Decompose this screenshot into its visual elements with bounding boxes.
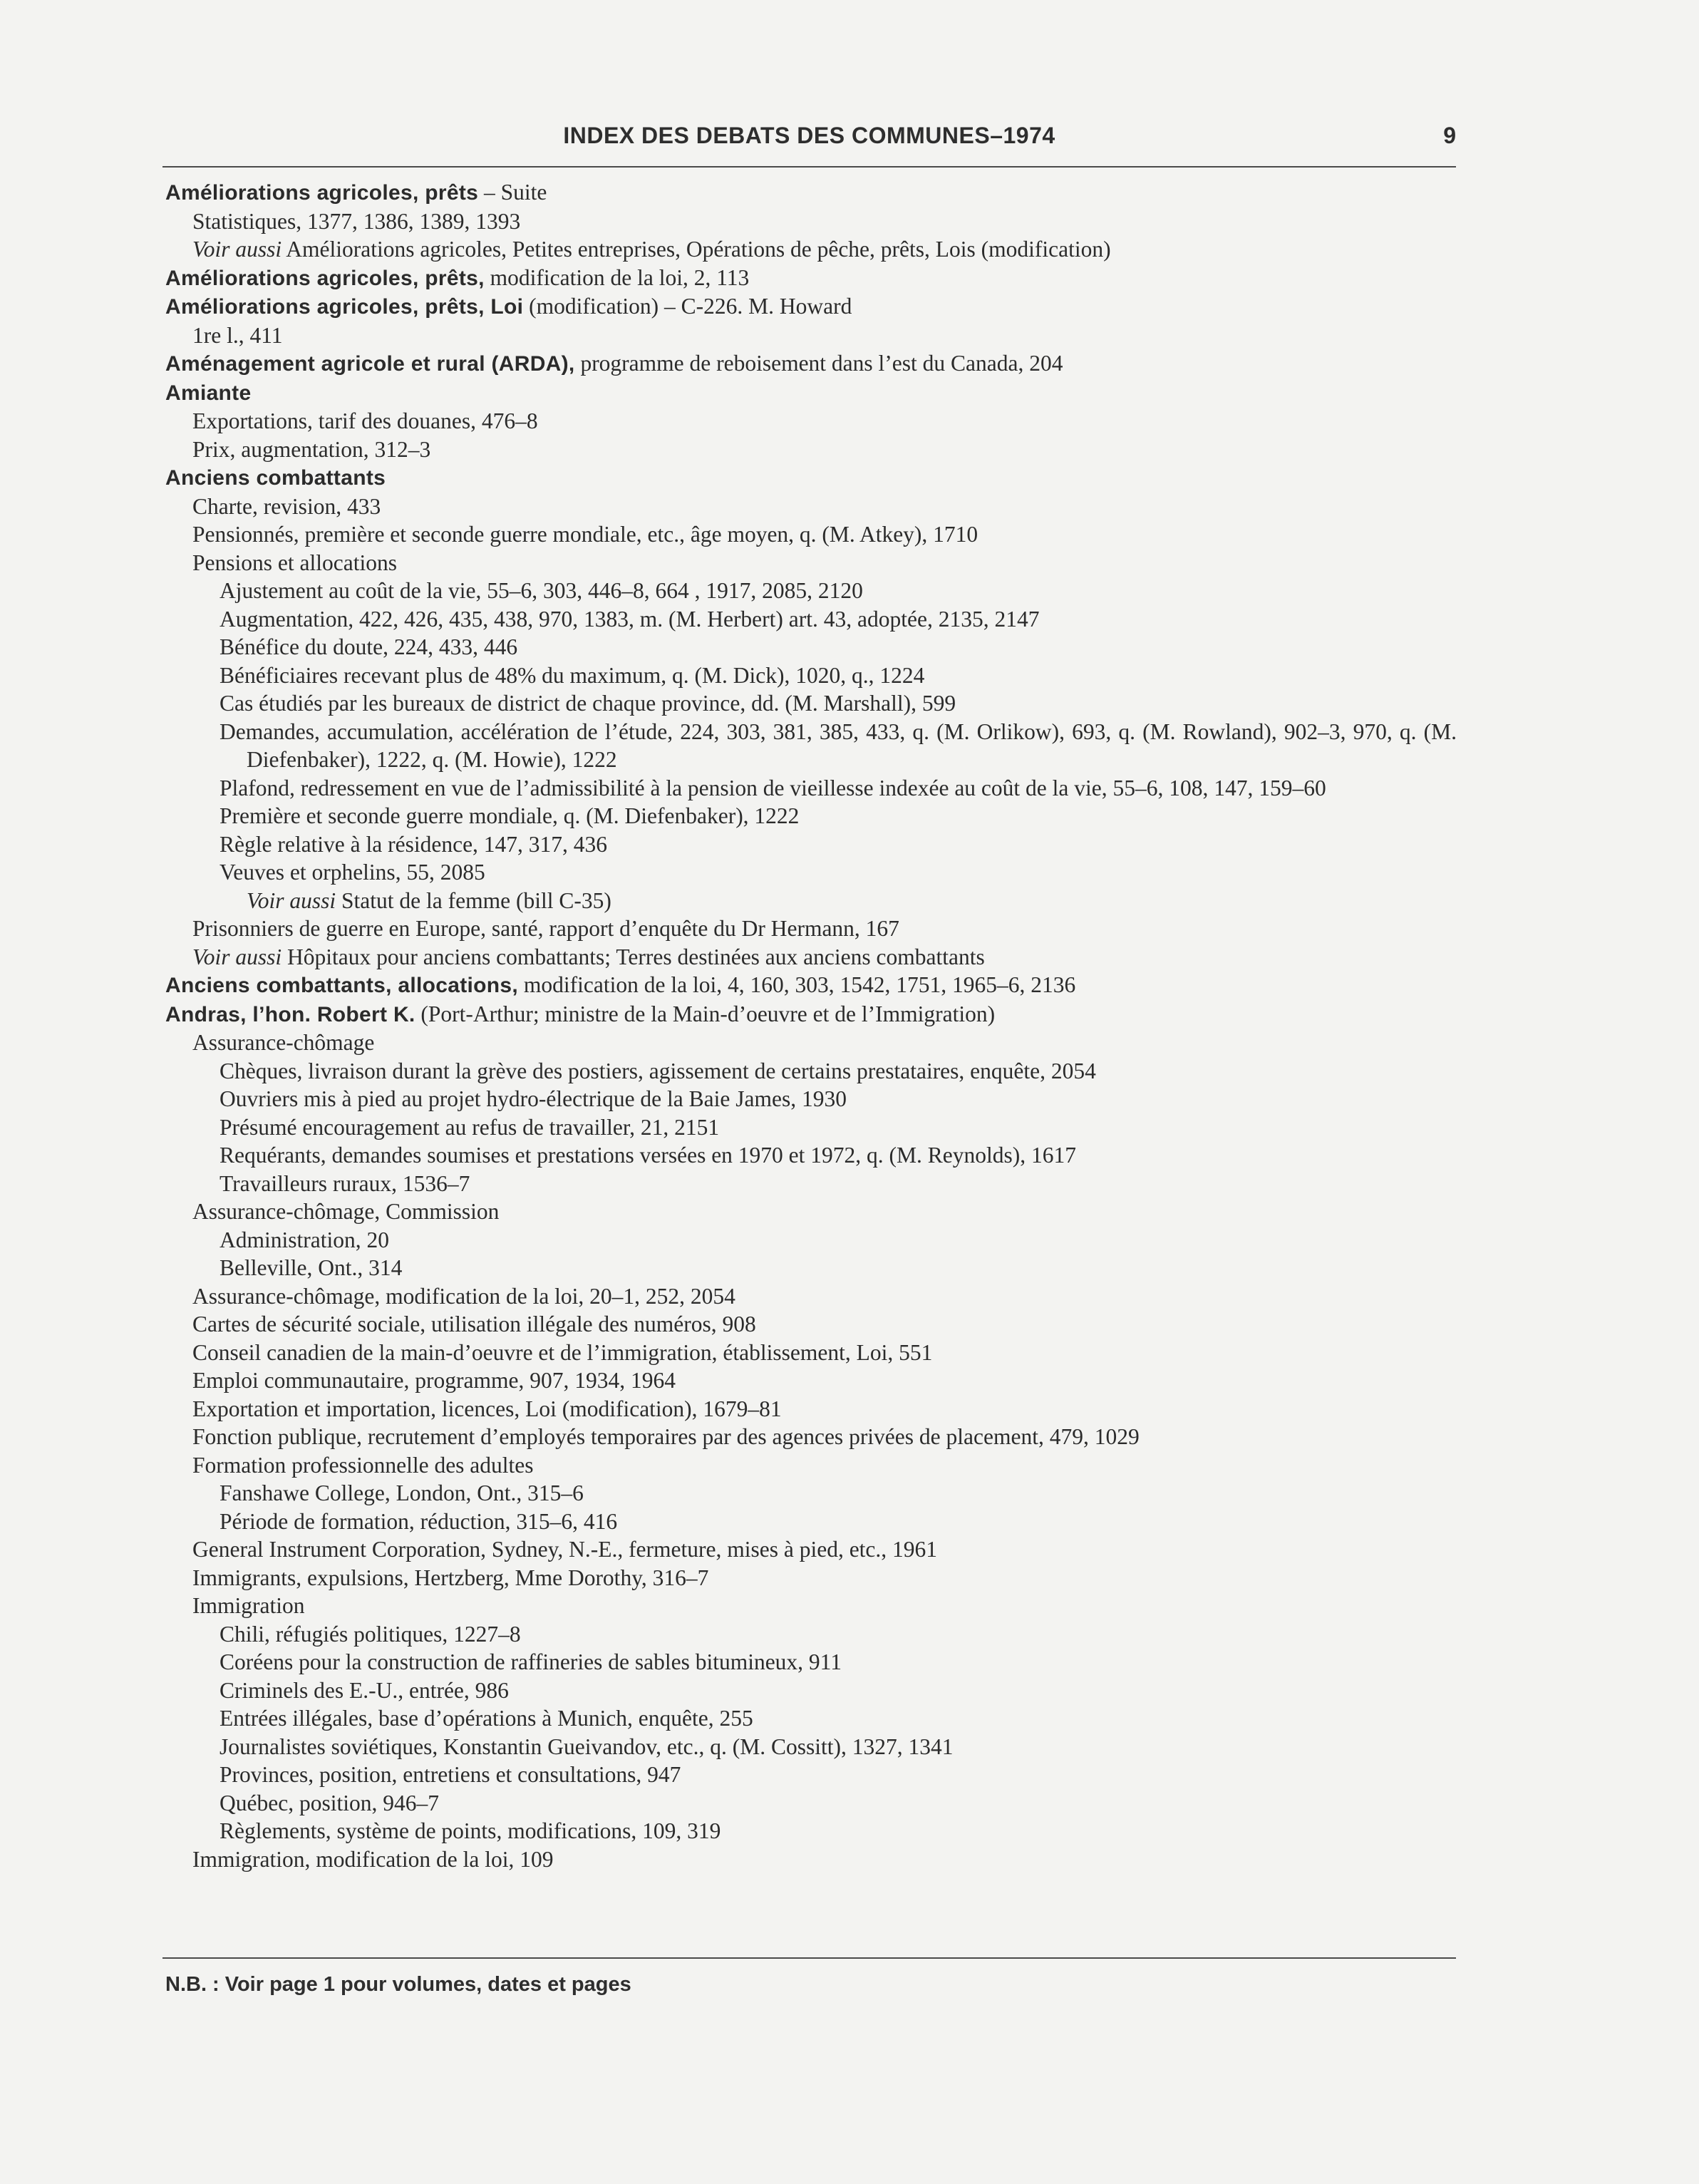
entry-text: Hôpitaux pour anciens combattants; Terres destinées aux anciens combattants bbox=[282, 944, 985, 969]
entry-text: Règle relative à la résidence, 147, 317, 436 bbox=[220, 831, 608, 857]
entry-text: Bénéfice du doute, 224, 433, 446 bbox=[220, 634, 518, 659]
page-title: INDEX DES DEBATS DES COMMUNES–1974 bbox=[563, 123, 1055, 148]
index-subentry bbox=[165, 1733, 1457, 1761]
index-subentry bbox=[165, 1197, 1457, 1226]
index-body bbox=[165, 178, 1457, 1873]
entry-text: Entrées illégales, base d’opérations à Munich, enquête, 255 bbox=[220, 1706, 753, 1731]
entry-text: Pensions et allocations bbox=[192, 550, 397, 575]
entry-text: Journalistes soviétiques, Konstantin Gueivandov, etc., q. (M. Cossitt), 1327, 1341 bbox=[220, 1734, 954, 1759]
see-also-label: Voir aussi bbox=[192, 944, 282, 969]
page-header bbox=[162, 115, 1456, 160]
index-subentry bbox=[165, 605, 1457, 634]
entry-heading: Andras, l’hon. Robert K. bbox=[165, 1002, 415, 1026]
entry-text: Ouvriers mis à pied au projet hydro-électrique de la Baie James, 1930 bbox=[220, 1086, 847, 1111]
index-subentry bbox=[165, 661, 1457, 690]
index-subentry bbox=[165, 549, 1457, 577]
index-subentry bbox=[165, 1564, 1457, 1592]
entry-heading: Amiante bbox=[165, 381, 252, 405]
entry-heading: Anciens combattants, allocations, bbox=[165, 974, 519, 997]
header-divider bbox=[162, 166, 1456, 168]
entry-text: Chèques, livraison durant la grève des postiers, agissement de certains prestataires, enquête, 2054 bbox=[220, 1058, 1096, 1083]
index-subentry bbox=[165, 774, 1457, 803]
index-subentry bbox=[165, 1423, 1457, 1451]
entry-text: Cas étudiés par les bureaux de district de chaque province, dd. (M. Marshall), 599 bbox=[220, 691, 956, 716]
entry-text: Assurance-chômage, Commission bbox=[192, 1199, 500, 1224]
entry-text: Administration, 20 bbox=[220, 1227, 389, 1252]
entry-text: Veuves et orphelins, 55, 2085 bbox=[220, 860, 485, 885]
entry-text: Conseil canadien de la main-d’oeuvre et de l’immigration, établissement, Loi, 551 bbox=[192, 1339, 933, 1365]
index-subentry bbox=[165, 1648, 1457, 1676]
index-subentry bbox=[165, 1620, 1457, 1649]
entry-text: Chili, réfugiés politiques, 1227–8 bbox=[220, 1621, 521, 1647]
index-heading-entry bbox=[165, 292, 1457, 321]
entry-text: Immigration, modification de la loi, 109 bbox=[192, 1846, 554, 1872]
index-heading-entry bbox=[165, 463, 1457, 493]
index-subentry bbox=[165, 1254, 1457, 1282]
entry-text: Exportation et importation, licences, Loi (modification), 1679–81 bbox=[192, 1396, 782, 1421]
entry-text: Prix, augmentation, 312–3 bbox=[192, 436, 431, 462]
entry-heading: Anciens combattants bbox=[165, 466, 386, 490]
see-also-label: Voir aussi bbox=[192, 237, 282, 262]
entry-text: Provinces, position, entretiens et consultations, 947 bbox=[220, 1762, 681, 1787]
entry-text: (modification) – C-226. M. Howard bbox=[523, 294, 852, 319]
entry-text: 1re l., 411 bbox=[192, 322, 283, 348]
index-subentry bbox=[165, 1226, 1457, 1255]
entry-text: Emploi communautaire, programme, 907, 1934, 1964 bbox=[192, 1368, 676, 1393]
index-subentry bbox=[165, 915, 1457, 943]
entry-text: Charte, revision, 433 bbox=[192, 493, 381, 519]
index-subentry bbox=[165, 1761, 1457, 1789]
index-subentry bbox=[165, 1282, 1457, 1311]
index-subentry bbox=[165, 520, 1457, 549]
entry-text: Demandes, accumulation, accélération de l’étude, 224, 303, 381, 385, 433, q. (M. Orlikow), 693, q. (M. Rowland), 902–3, 970, q. (M. Diefenbaker), 1222, q. (M. Howie), 1222 bbox=[220, 718, 1457, 772]
entry-text: (Port-Arthur; ministre de la Main-d’oeuvre et de l’Immigration) bbox=[415, 1001, 996, 1026]
index-subentry bbox=[165, 1085, 1457, 1113]
entry-text: Prisonniers de guerre en Europe, santé, rapport d’enquête du Dr Hermann, 167 bbox=[192, 916, 899, 941]
entry-text: Immigrants, expulsions, Hertzberg, Mme Dorothy, 316–7 bbox=[192, 1565, 709, 1590]
entry-text: Criminels des E.-U., entrée, 986 bbox=[220, 1677, 509, 1703]
entry-text: General Instrument Corporation, Sydney, N.-E., fermeture, mises à pied, etc., 1961 bbox=[192, 1537, 938, 1562]
index-subentry bbox=[165, 1395, 1457, 1423]
index-heading-entry bbox=[165, 178, 1457, 207]
footer-note: N.B. : Voir page 1 pour volumes, dates et pages bbox=[165, 1973, 631, 1996]
index-subentry bbox=[165, 1170, 1457, 1198]
entry-text: Ajustement au coût de la vie, 55–6, 303, 446–8, 664 , 1917, 2085, 2120 bbox=[220, 578, 863, 603]
entry-text: Québec, position, 946–7 bbox=[220, 1790, 439, 1815]
entry-text: Fonction publique, recrutement d’employés temporaires par des agences privées de placement, 479, 1029 bbox=[192, 1424, 1140, 1449]
index-subentry bbox=[165, 577, 1457, 605]
index-subentry bbox=[165, 1029, 1457, 1057]
index-heading-entry bbox=[165, 1000, 1457, 1029]
index-subentry bbox=[165, 1366, 1457, 1395]
index-subentry bbox=[165, 887, 1457, 915]
index-subentry bbox=[165, 1479, 1457, 1508]
entry-text: Coréens pour la construction de raffineries de sables bitumineux, 911 bbox=[220, 1649, 842, 1674]
see-also-label: Voir aussi bbox=[247, 887, 336, 913]
entry-text: Pensionnés, première et seconde guerre mondiale, etc., âge moyen, q. (M. Atkey), 1710 bbox=[192, 522, 978, 547]
index-subentry bbox=[165, 235, 1457, 264]
index-subentry bbox=[165, 1704, 1457, 1733]
index-subentry bbox=[165, 1592, 1457, 1620]
index-subentry bbox=[165, 802, 1457, 830]
index-subentry bbox=[165, 493, 1457, 521]
entry-text: Période de formation, réduction, 315–6, 416 bbox=[220, 1508, 618, 1534]
entry-heading: Améliorations agricoles, prêts bbox=[165, 181, 479, 205]
index-subentry bbox=[165, 1451, 1457, 1480]
index-subentry bbox=[165, 436, 1457, 464]
index-subentry bbox=[165, 321, 1457, 350]
index-heading-entry bbox=[165, 378, 1457, 408]
index-subentry bbox=[165, 689, 1457, 718]
index-subentry bbox=[165, 1535, 1457, 1564]
entry-text: Requérants, demandes soumises et prestations versées en 1970 et 1972, q. (M. Reynolds), 1617 bbox=[220, 1143, 1077, 1168]
entry-text: modification de la loi, 2, 113 bbox=[484, 264, 750, 290]
index-subentry bbox=[165, 943, 1457, 972]
entry-text: Assurance-chômage bbox=[192, 1030, 375, 1055]
index-subentry bbox=[165, 1676, 1457, 1705]
entry-text: Présumé encouragement au refus de travailler, 21, 2151 bbox=[220, 1114, 720, 1140]
entry-text: – Suite bbox=[478, 180, 547, 205]
entry-text: Travailleurs ruraux, 1536–7 bbox=[220, 1170, 470, 1196]
index-subentry bbox=[165, 830, 1457, 859]
entry-text: Fanshawe College, London, Ont., 315–6 bbox=[220, 1480, 584, 1505]
index-subentry bbox=[165, 1817, 1457, 1845]
entry-text: programme de reboisement dans l’est du Canada, 204 bbox=[574, 351, 1063, 376]
entry-heading: Améliorations agricoles, prêts, Loi bbox=[165, 295, 524, 319]
index-subentry bbox=[165, 858, 1457, 887]
index-subentry bbox=[165, 207, 1457, 236]
index-subentry bbox=[165, 1057, 1457, 1086]
index-subentry bbox=[165, 1141, 1457, 1170]
page-number: 9 bbox=[1443, 123, 1456, 148]
entry-text: Statistiques, 1377, 1386, 1389, 1393 bbox=[192, 208, 521, 234]
entry-text: Règlements, système de points, modifications, 109, 319 bbox=[220, 1818, 721, 1843]
entry-text: Augmentation, 422, 426, 435, 438, 970, 1383, m. (M. Herbert) art. 43, adoptée, 2135, 2147 bbox=[220, 606, 1040, 632]
index-subentry bbox=[165, 1508, 1457, 1536]
index-subentry bbox=[165, 1845, 1457, 1874]
index-subentry bbox=[165, 1113, 1457, 1142]
entry-text: Plafond, redressement en vue de l’admissibilité à la pension de vieillesse indexée au coût de la vie, 55–6, 108, 147, 159–60 bbox=[220, 775, 1326, 800]
index-subentry bbox=[165, 1310, 1457, 1339]
index-subentry bbox=[165, 718, 1457, 774]
entry-heading: Améliorations agricoles, prêts, bbox=[165, 266, 485, 290]
index-subentry bbox=[165, 407, 1457, 436]
footer-divider bbox=[162, 1957, 1456, 1959]
entry-text: Statut de la femme (bill C-35) bbox=[336, 887, 611, 913]
entry-text: Assurance-chômage, modification de la loi, 20–1, 252, 2054 bbox=[192, 1283, 735, 1309]
index-heading-entry bbox=[165, 264, 1457, 293]
entry-text: Exportations, tarif des douanes, 476–8 bbox=[192, 408, 538, 433]
index-subentry bbox=[165, 633, 1457, 661]
index-heading-entry bbox=[165, 349, 1457, 378]
entry-text: Améliorations agricoles, Petites entreprises, Opérations de pêche, prêts, Lois (modification) bbox=[282, 237, 1111, 262]
entry-text: Formation professionnelle des adultes bbox=[192, 1452, 534, 1478]
index-subentry bbox=[165, 1339, 1457, 1367]
entry-text: modification de la loi, 4, 160, 303, 1542, 1751, 1965–6, 2136 bbox=[518, 972, 1076, 997]
entry-text: Immigration bbox=[192, 1593, 305, 1618]
entry-heading: Aménagement agricole et rural (ARDA), bbox=[165, 352, 575, 376]
entry-text: Belleville, Ont., 314 bbox=[220, 1255, 403, 1280]
entry-text: Première et seconde guerre mondiale, q. (M. Diefenbaker), 1222 bbox=[220, 803, 800, 828]
index-subentry bbox=[165, 1789, 1457, 1818]
index-heading-entry bbox=[165, 971, 1457, 1000]
entry-text: Cartes de sécurité sociale, utilisation illégale des numéros, 908 bbox=[192, 1312, 756, 1336]
entry-text: Bénéficiaires recevant plus de 48% du maximum, q. (M. Dick), 1020, q., 1224 bbox=[220, 662, 925, 688]
